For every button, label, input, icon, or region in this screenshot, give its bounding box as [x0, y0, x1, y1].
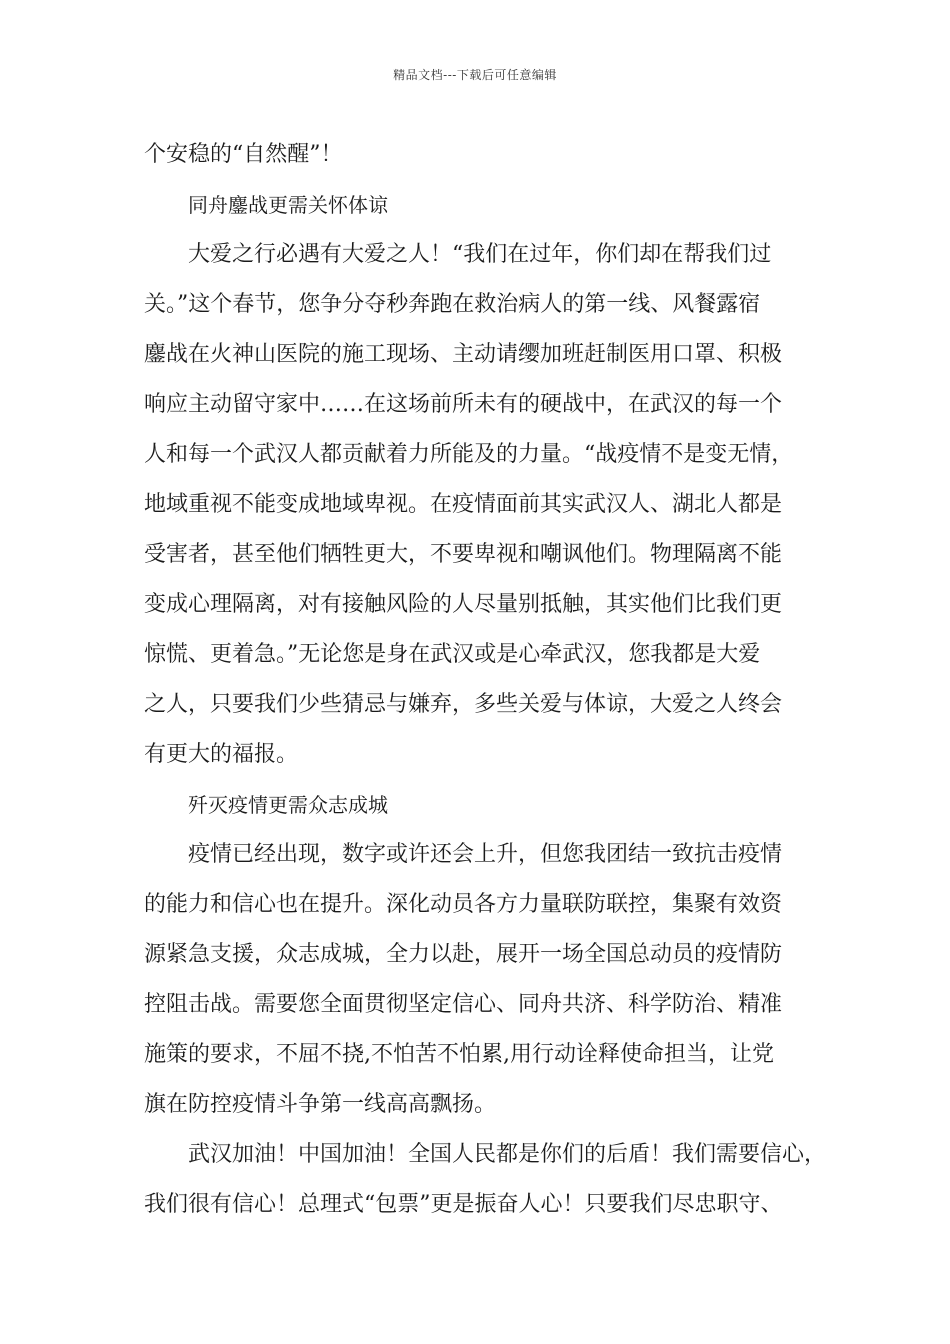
text-line: 源紧急支援，众志成城，全力以赴，展开一场全国总动员的疫情防 [144, 942, 783, 967]
text-line: 响应主动留守家中……在这场前所未有的硬战中，在武汉的每一个 [144, 392, 783, 417]
text-line: 控阻击战。需要您全面贯彻坚定信心、同舟共济、科学防治、精准 [144, 992, 783, 1017]
text-line: 疫情已经出现，数字或许还会上升，但您我团结一致抗击疫情 [188, 842, 783, 867]
text-line: 我们很有信心！总理式“包票”更是振奋人心！只要我们尽忠职守、 [144, 1192, 783, 1217]
section-heading: 同舟鏖战更需关怀体谅 [188, 193, 388, 217]
text-line: 之人，只要我们少些猜忌与嫌弃，多些关爱与体谅，大爱之人终会 [144, 692, 783, 717]
section-heading: 歼灭疫情更需众志成城 [188, 793, 388, 817]
text-line: 武汉加油！中国加油！全国人民都是你们的后盾！我们需要信心， [188, 1142, 827, 1167]
text-line: 人和每一个武汉人都贡献着力所能及的力量。“战疫情不是变无情， [144, 442, 794, 467]
text-line: 鏖战在火神山医院的施工现场、主动请缨加班赶制医用口罩、积极 [144, 342, 783, 367]
text-line: 旗在防控疫情斗争第一线高高飘扬。 [144, 1092, 497, 1117]
document-body [144, 130, 827, 1230]
text-line: 有更大的福报。 [144, 742, 299, 767]
text-line: 个安稳的“自然醒”！ [144, 142, 343, 167]
page-header: 精品文档---下载后可任意编辑 [393, 68, 557, 82]
text-line: 的能力和信心也在提升。深化动员各方力量联防联控，集聚有效资 [144, 892, 783, 917]
text-line: 受害者，甚至他们牺牲更大，不要卑视和嘲讽他们。物理隔离不能 [144, 542, 783, 567]
text-line: 变成心理隔离，对有接触风险的人尽量别抵触，其实他们比我们更 [144, 592, 783, 617]
text-line: 惊慌、更着急。”无论您是身在武汉或是心牵武汉，您我都是大爱 [144, 642, 761, 667]
text-line: 施策的要求，不屈不挠,不怕苦不怕累,用行动诠释使命担当，让党 [144, 1042, 774, 1067]
text-line: 地域重视不能变成地域卑视。在疫情面前其实武汉人、湖北人都是 [144, 492, 783, 517]
text-line: 关。”这个春节，您争分夺秒奔跑在救治病人的第一线、风餐露宿 [144, 292, 761, 317]
text-line: 大爱之行必遇有大爱之人！“我们在过年，你们却在帮我们过 [188, 242, 772, 267]
